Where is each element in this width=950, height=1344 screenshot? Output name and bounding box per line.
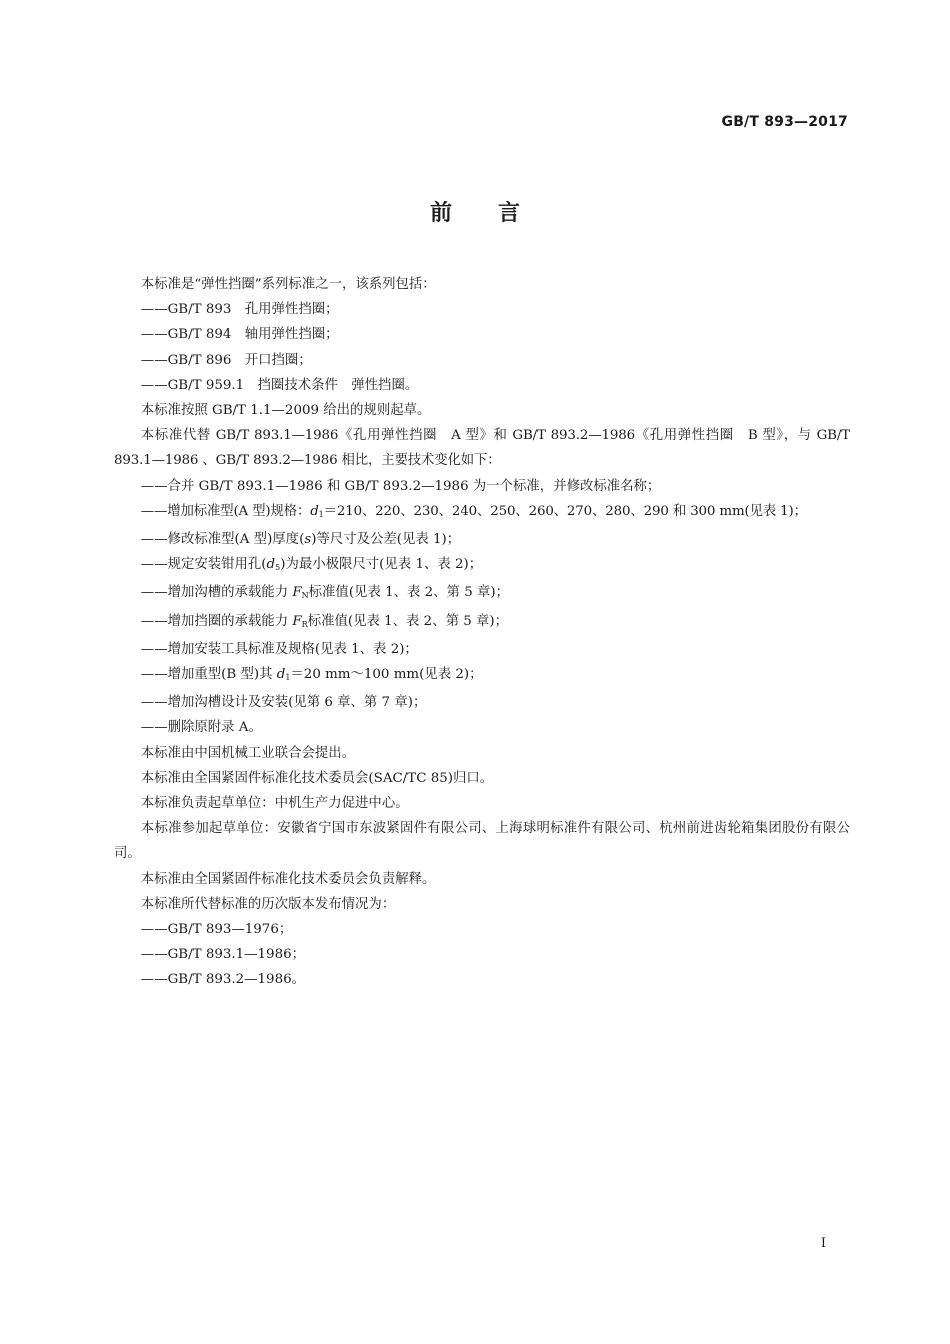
series-item-893: ——GB/T 893 孔用弹性挡圈； — [140, 302, 339, 318]
foreword-body — [114, 272, 850, 993]
page-number: I — [820, 1236, 826, 1251]
history-item-893-1: ——GB/T 893.1—1986； — [140, 947, 306, 963]
change-item-4-pre: ——规定安装钳用孔( — [140, 557, 267, 573]
change-item-3-var: s — [304, 532, 312, 548]
page-title — [0, 196, 950, 227]
history-item-893-2: ——GB/T 893.2—1986。 — [140, 972, 306, 988]
change-item-2-sub: 1 — [318, 509, 324, 519]
change-item-3 — [114, 527, 850, 552]
change-item-4-sub: 5 — [275, 563, 281, 573]
change-item-1: ——合并 GB/T 893.1—1986 和 GB/T 893.2—1986 为一个标准，并修改标准名称； — [140, 478, 661, 494]
change-item-2 — [114, 499, 850, 527]
change-item-5-pre: ——增加沟槽的承载能力 — [140, 585, 293, 601]
change-item-4-post: )为最小极限尺寸(见表 1、表 2)； — [280, 557, 483, 573]
change-item-8-sub: 1 — [285, 673, 291, 683]
participating-drafters-paragraph: 本标准参加起草单位：安徽省宁国市东波紧固件有限公司、上海球明标准件有限公司、杭州前进齿轮箱集团股份有限公司。 — [114, 821, 850, 862]
series-item-896: ——GB/T 896 开口挡圈； — [140, 352, 312, 368]
change-item-9: ——增加沟槽设计及安装(见第 6 章、第 7 章)； — [140, 695, 427, 711]
change-item-10: ——删除原附录 A。 — [140, 720, 262, 736]
title-char-1: 前 — [429, 201, 452, 226]
change-item-5-var: F — [292, 585, 302, 601]
intro-paragraph: 本标准是“弹性挡圈”系列标准之一，该系列包括： — [140, 277, 436, 292]
committee-paragraph: 本标准由全国紧固件标准化技术委员会(SAC/TC 85)归口。 — [140, 770, 494, 786]
history-intro-paragraph: 本标准所代替标准的历次版本发布情况为： — [140, 896, 396, 912]
change-item-5-post: 标准值(见表 1、表 2、第 5 章)； — [308, 585, 509, 601]
change-item-5-sub: N — [301, 591, 309, 601]
change-item-6-var: F — [292, 613, 302, 629]
drafting-rules-paragraph: 本标准按照 GB/T 1.1—2009 给出的规则起草。 — [140, 403, 431, 419]
change-item-3-pre: ——修改标准型(A 型)厚度( — [140, 532, 305, 548]
change-item-4-var: d — [266, 557, 276, 573]
change-item-8-post: ＝20 mm～100 mm(见表 2)； — [290, 667, 483, 683]
change-item-7: ——增加安装工具标准及规格(见表 1、表 2)； — [140, 641, 418, 657]
change-item-8-pre: ——增加重型(B 型)其 — [140, 667, 277, 683]
change-item-4 — [114, 552, 850, 580]
change-item-2-pre: ——增加标准型(A 型)规格： — [140, 503, 311, 519]
change-item-6 — [114, 609, 850, 637]
change-item-2-var: d — [310, 503, 319, 519]
interpretation-paragraph: 本标准由全国紧固件标准化技术委员会负责解释。 — [140, 871, 436, 887]
change-item-8-var: d — [276, 667, 286, 683]
history-item-1976: ——GB/T 893—1976； — [140, 922, 293, 938]
change-item-8 — [114, 662, 850, 690]
change-item-2-post: ＝210、220、230、240、250、260、270、280、290 和 300 mm(见表 1)； — [323, 503, 807, 519]
proposer-paragraph: 本标准由中国机械工业联合会提出。 — [140, 745, 356, 761]
replacement-paragraph: 本标准代替 GB/T 893.1—1986《孔用弹性挡圈 A 型》和 GB/T 893.2—1986《孔用弹性挡圈 B 型》，与 GB/T 893.1—1986 、GB/T 893.2—1986 相比，主要技术变化如下： — [114, 428, 850, 469]
change-item-6-sub: R — [301, 619, 308, 629]
title-char-2: 言 — [498, 201, 521, 226]
series-item-959: ——GB/T 959.1 挡圈技术条件 弹性挡圈。 — [140, 377, 419, 393]
series-item-894: ——GB/T 894 轴用弹性挡圈； — [140, 327, 339, 343]
change-item-5 — [114, 580, 850, 608]
change-item-6-post: 标准值(见表 1、表 2、第 5 章)； — [307, 613, 509, 629]
change-item-6-pre: ——增加挡圈的承载能力 — [140, 613, 293, 629]
responsible-drafter-paragraph: 本标准负责起草单位：中机生产力促进中心。 — [140, 796, 409, 812]
standard-number-header: GB/T 893—2017 — [721, 114, 848, 130]
change-item-3-post: )等尺寸及公差(见表 1)； — [311, 532, 461, 548]
